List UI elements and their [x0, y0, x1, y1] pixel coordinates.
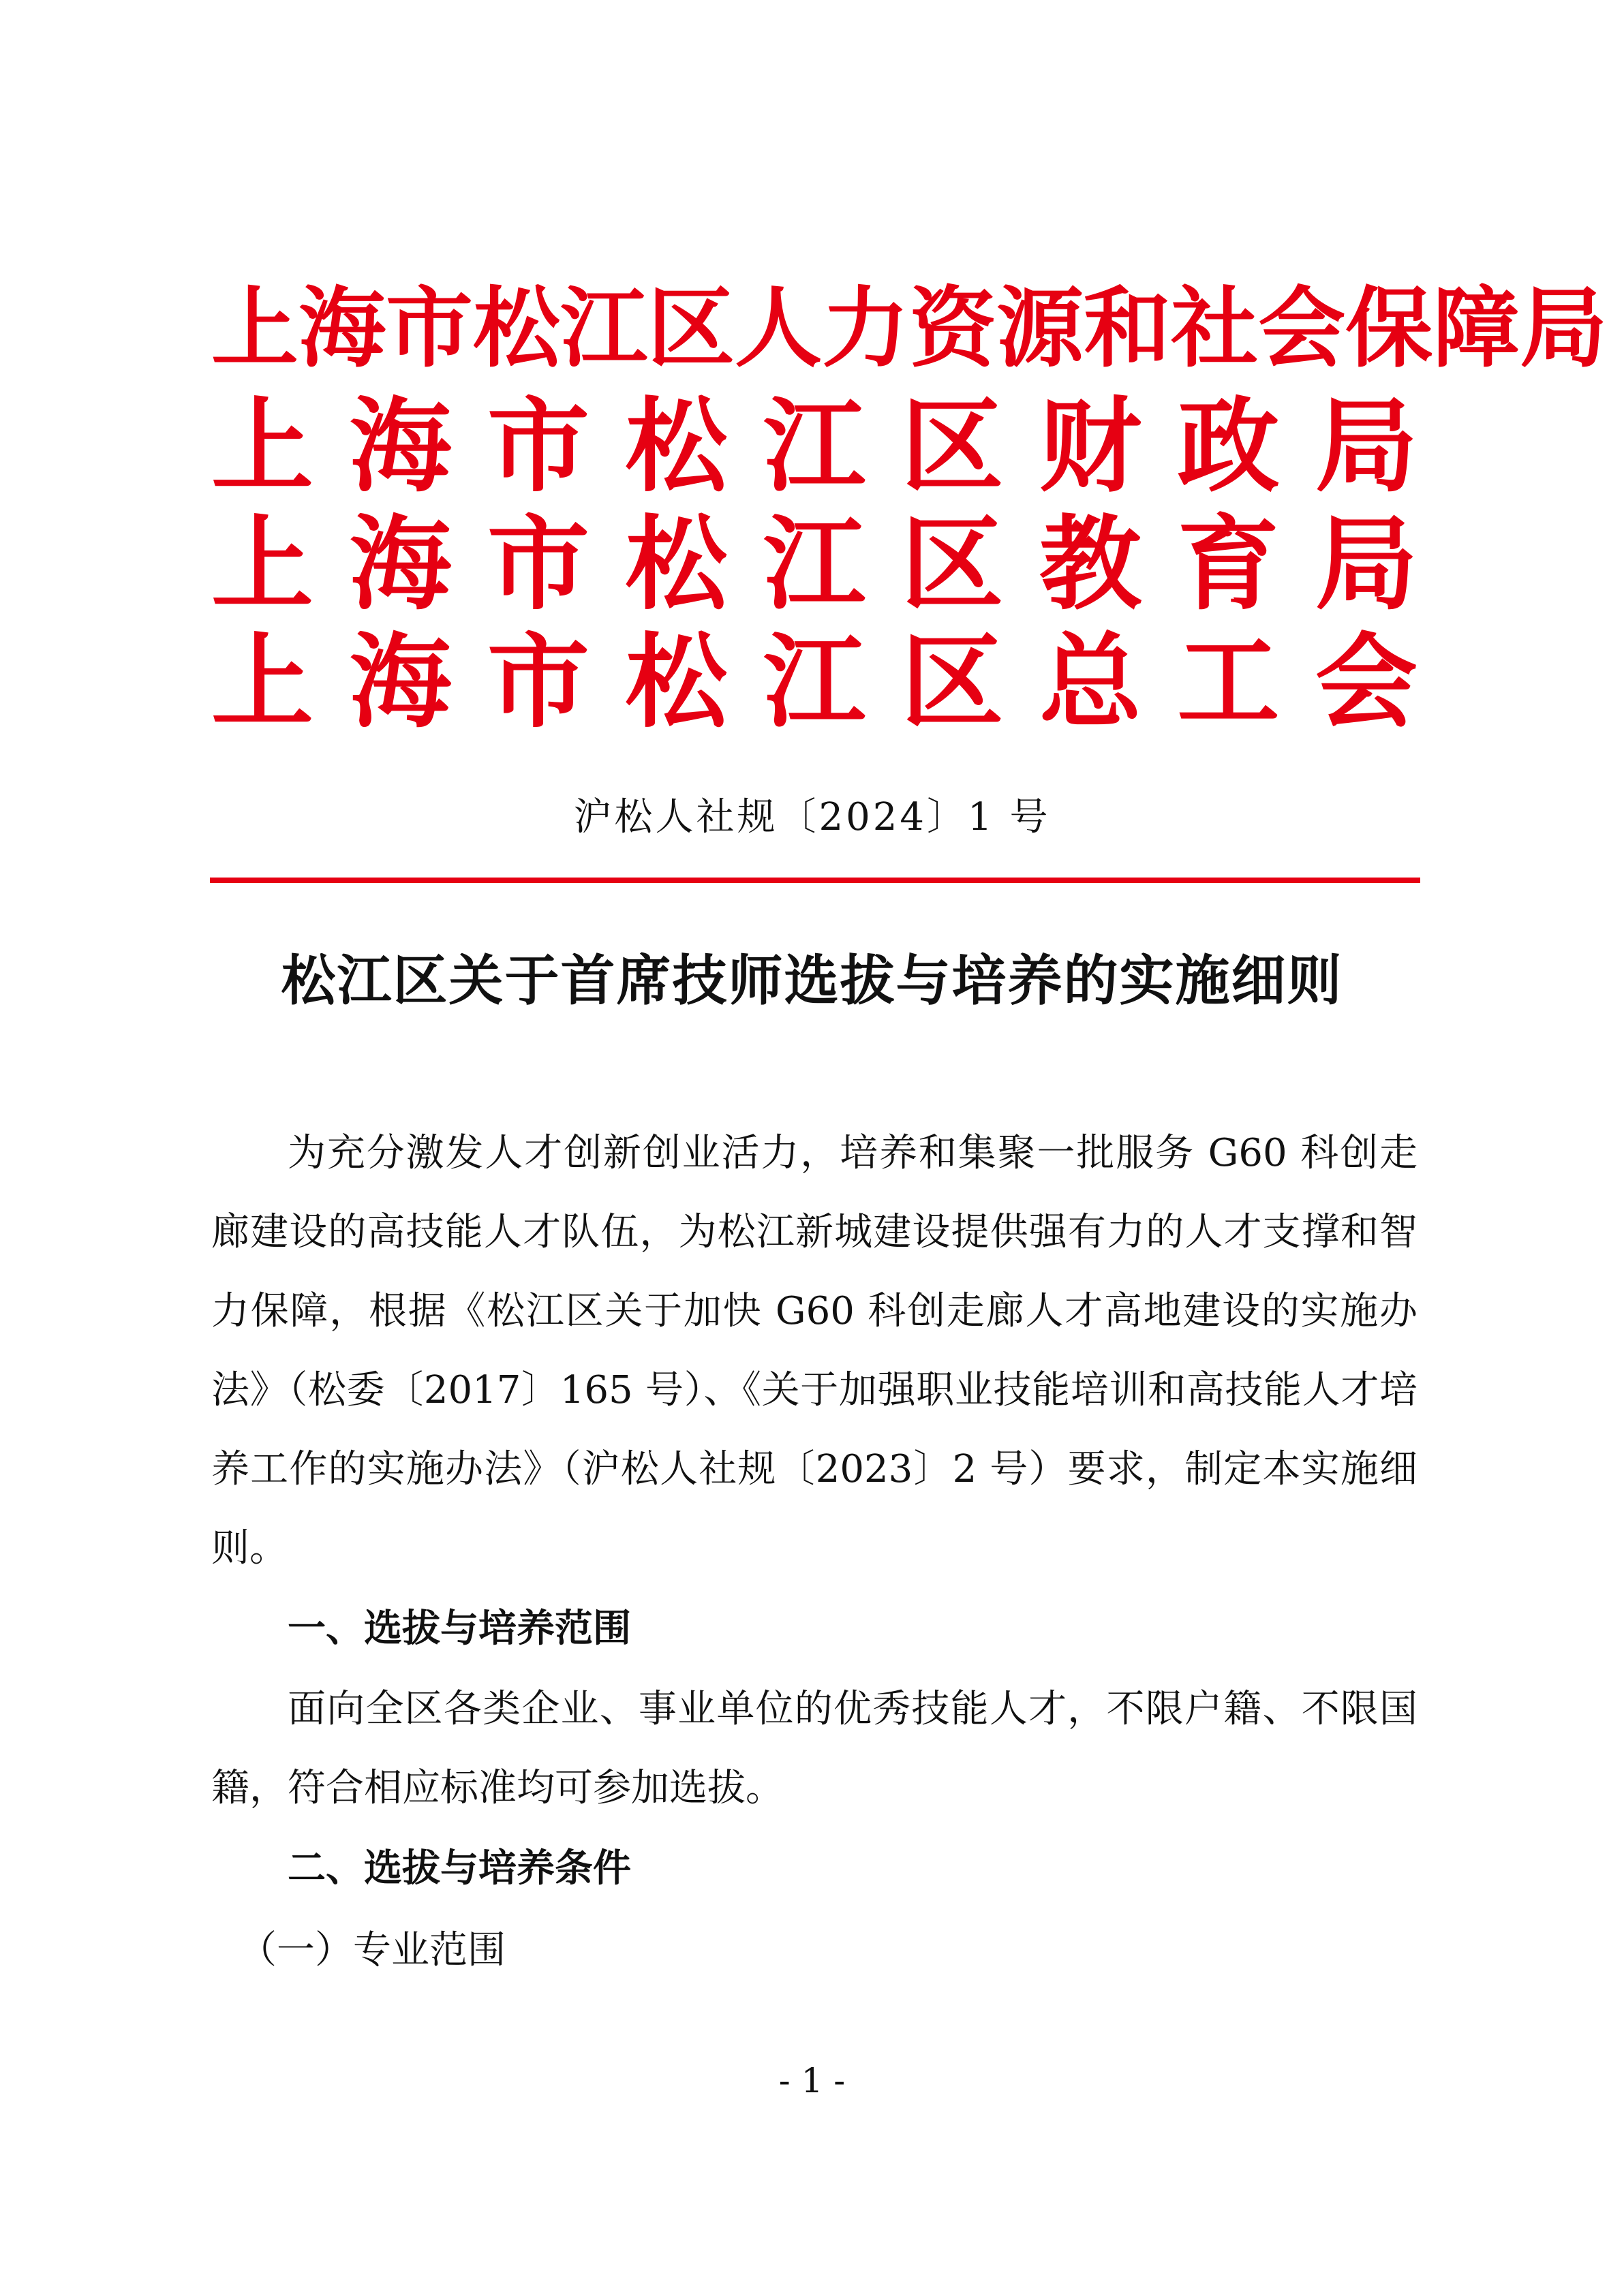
document-number: 沪松人社规〔2024〕1 号	[573, 795, 1051, 839]
issuer-char: 松	[625, 621, 728, 742]
issuer-char: 局	[1315, 386, 1418, 506]
issuer-char: 障	[1433, 277, 1520, 379]
issuer-char: 力	[822, 277, 910, 379]
issuer-char: 江	[560, 277, 648, 379]
issuer-char: 政	[1177, 386, 1280, 506]
section-1-heading: 一、选拔与培养范围	[288, 1607, 631, 1651]
issuer-char: 市	[386, 277, 474, 379]
issuer-char: 局	[1315, 503, 1418, 624]
issuer-char: 区	[901, 386, 1004, 506]
issuer-char: 区	[901, 621, 1004, 742]
issuer-char: 财	[1039, 386, 1142, 506]
issuer-char: 源	[996, 277, 1084, 379]
issuer-char: 江	[763, 386, 865, 506]
issuer-char: 市	[487, 503, 589, 624]
issuer-header	[211, 269, 1608, 742]
document-title: 松江区关于首席技师选拔与培养的实施细则	[281, 948, 1343, 1012]
issuer-char: 上	[211, 277, 299, 379]
issuer-char: 松	[625, 386, 728, 506]
issuer-char: 江	[763, 503, 865, 624]
issuer-char: 海	[349, 621, 452, 742]
issuer-char: 松	[473, 277, 561, 379]
issuer-char: 会	[1315, 621, 1418, 742]
issuer-char: 海	[298, 277, 386, 379]
section-1-paragraph: 面向全区各类企业、事业单位的优秀技能人才，不限户籍、不限国籍，符合相应标准均可参加选拔。	[211, 1687, 1418, 1810]
red-divider	[210, 878, 1420, 883]
issuer-char: 保	[1345, 277, 1433, 379]
page-number: - 1 -	[778, 2061, 846, 2100]
issuer-char: 资	[909, 277, 997, 379]
issuer-char: 育	[1177, 503, 1280, 624]
issuer-char: 局	[1520, 277, 1608, 379]
issuer-char: 市	[487, 621, 589, 742]
issuer-char: 工	[1177, 621, 1280, 742]
issuer-char: 海	[349, 503, 452, 624]
issuer-line-1	[211, 269, 1608, 387]
section-2-heading: 二、选拔与培养条件	[288, 1846, 631, 1891]
issuer-line-4	[211, 623, 1418, 741]
issuer-char: 社	[1171, 277, 1259, 379]
issuer-char: 区	[647, 277, 735, 379]
issuer-char: 会	[1258, 277, 1346, 379]
issuer-char: 区	[901, 503, 1004, 624]
issuer-char: 市	[487, 386, 589, 506]
issuer-char: 上	[211, 386, 314, 506]
issuer-char: 和	[1084, 277, 1171, 379]
issuer-char: 上	[211, 621, 314, 742]
issuer-char: 海	[349, 386, 452, 506]
intro-paragraph: 为充分激发人才创新创业活力，培养和集聚一批服务 G60 科创走廊建设的高技能人才队伍，为松江新城建设提供强有力的人才支撑和智力保障，根据《松江区关于加快 G60 科创走廊人才高地建设的实施办法》（松委〔2017〕165 号）、《关于加强职业技能培训和高技能人才培养工作的实施办法》（沪松人社规〔2023〕2 号）要求，制定本实施细则。	[211, 1131, 1418, 1570]
issuer-char: 江	[763, 621, 865, 742]
document-body	[211, 1114, 1418, 1991]
section-2-subheading-1: （一）专业范围	[239, 1928, 506, 1972]
issuer-char: 人	[735, 277, 823, 379]
issuer-line-2	[211, 387, 1418, 505]
issuer-line-3	[211, 505, 1418, 623]
issuer-char: 松	[625, 503, 728, 624]
issuer-char: 教	[1039, 503, 1142, 624]
issuer-char: 上	[211, 503, 314, 624]
issuer-char: 总	[1039, 621, 1142, 742]
